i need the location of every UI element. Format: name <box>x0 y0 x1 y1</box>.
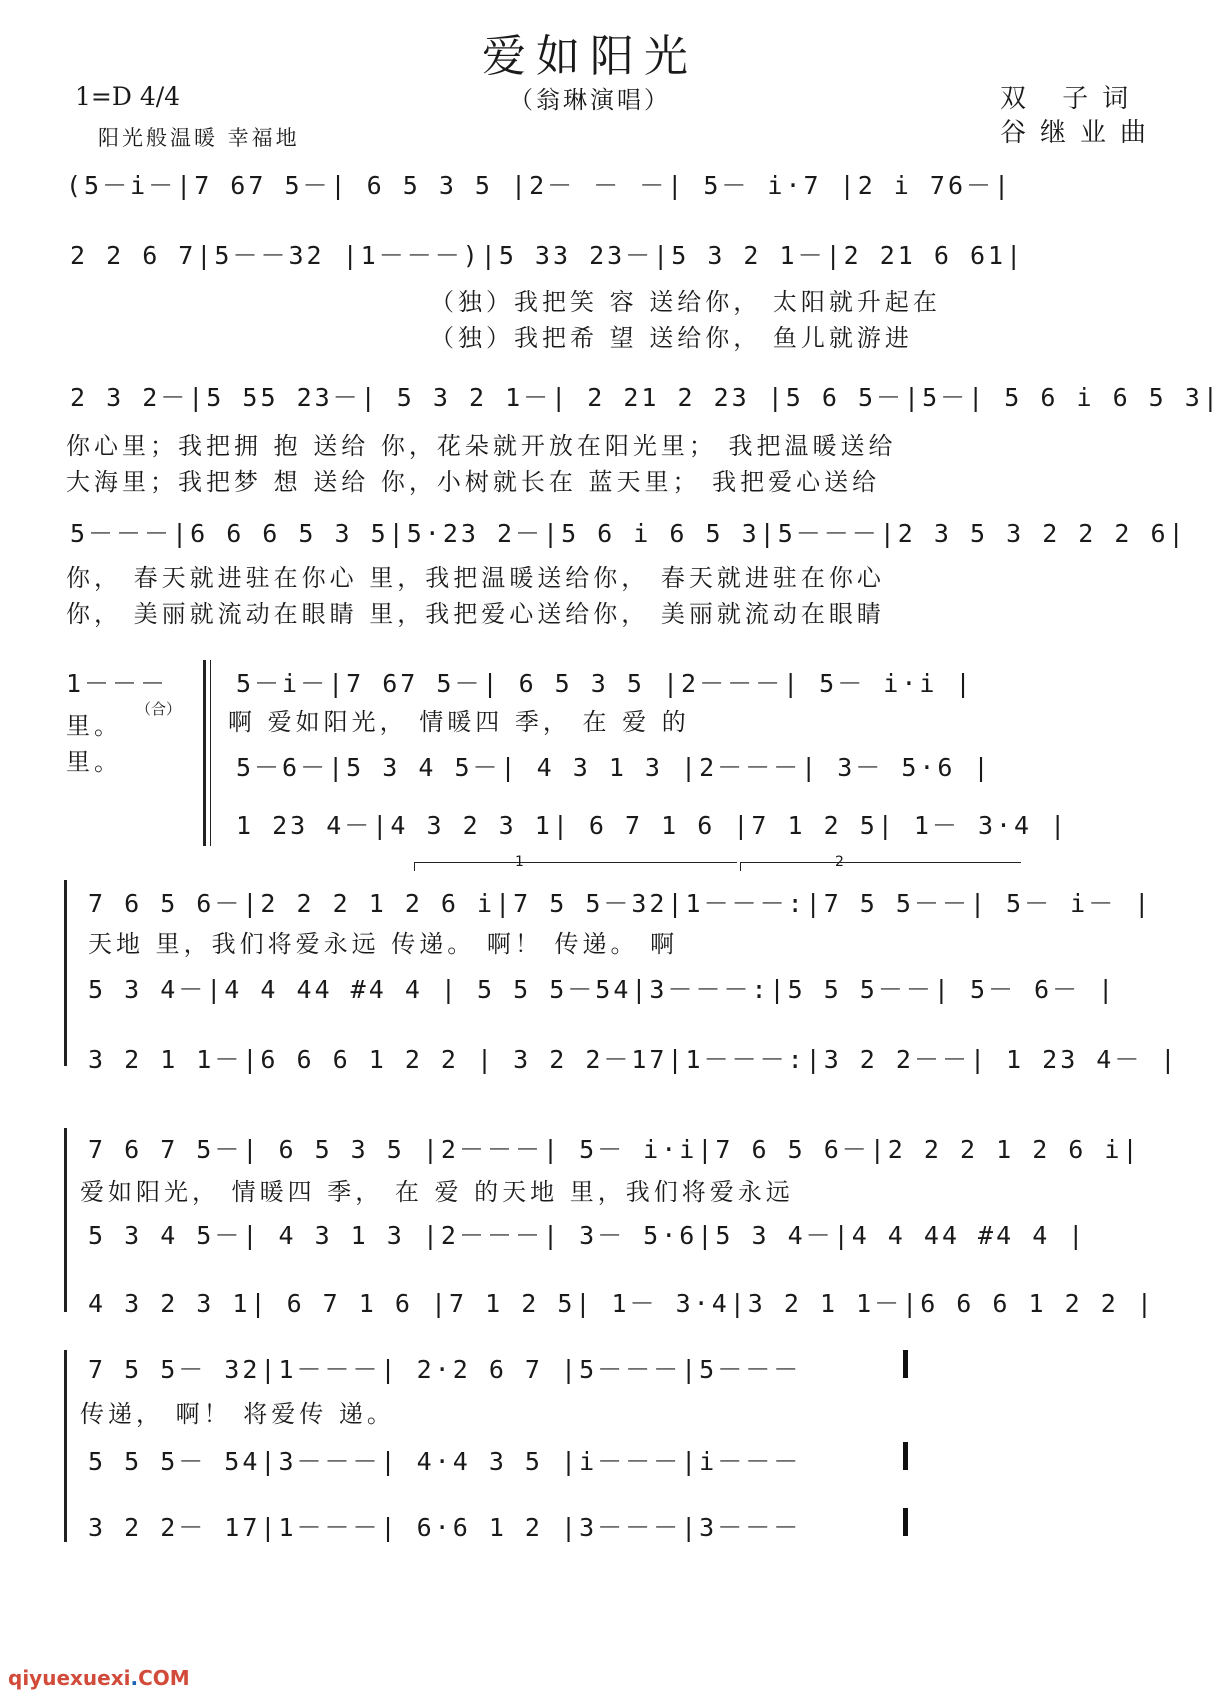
lyric-verse-1-line-1: （独）我把笑 容 送给你， 太阳就升起在 <box>430 288 941 316</box>
score-line-8-soprano: 7 5 5－ 32|1－－－| 2·2 6 7 |5－－－|5－－－ <box>88 1355 802 1384</box>
volta-2-marker: 2 <box>835 854 844 870</box>
score-line-5-lead: 1－－－ <box>66 669 169 698</box>
score-line-intro-2: 2 2 6 7|5－－32 |1－－－)|5 33 23－|5 3 2 1－|2 21 6 61| <box>70 241 1025 270</box>
system-brace <box>64 1128 67 1312</box>
lyric-verse-2-line-2: 大海里；我把梦 想 送给 你，小树就长在 蓝天里； 我把爱心送给 <box>66 468 881 496</box>
lyric-line-5-pre: 里。 <box>66 712 122 740</box>
watermark-tld: COM <box>138 1666 190 1690</box>
lyric-line-6: 天地 里，我们将爱永远 传递。 啊！ 传递。 啊 <box>88 930 679 958</box>
system-brace <box>64 1350 67 1542</box>
song-title: 爱如阳光 <box>482 31 698 82</box>
score-line-8-tenor: 3 2 2－ 17|1－－－| 6·6 1 2 |3－－－|3－－－ <box>88 1513 802 1542</box>
score-line-6-tenor: 3 2 1 1－|6 6 6 1 2 2 | 3 2 2－17|1－－－:|3 2 2－－| 1 23 4－ | <box>88 1045 1179 1074</box>
composer-credit: 谷继业曲 <box>1000 118 1161 148</box>
lyric-verse-2-line-1: （独）我把希 望 送给你， 鱼儿就游进 <box>430 324 913 352</box>
lyric-line-5: 啊 爱如阳光， 情暖四 季， 在 爱 的 <box>228 708 690 736</box>
lyricist-credit: 双 子词 <box>1000 84 1143 114</box>
volta-1-marker: 1 <box>515 854 524 870</box>
score-line-7-tenor: 4 3 2 3 1| 6 7 1 6 |7 1 2 5| 1－ 3·4|3 2 1 1－|6 6 6 1 2 2 | <box>88 1289 1155 1318</box>
watermark-brand: qiyuexuexi <box>8 1666 131 1690</box>
lyric-verse-1-line-3: 你， 春天就进驻在你心 里，我把温暖送给你， 春天就进驻在你心 <box>66 564 885 592</box>
chorus-marking: （合） <box>136 700 182 718</box>
volta-2-bracket <box>740 862 1021 871</box>
performer-subtitle: （翁琳演唱） <box>509 86 671 114</box>
volta-1-bracket <box>414 862 737 871</box>
lyric-verse-2-line-3: 你， 美丽就流动在眼睛 里，我把爱心送给你， 美丽就流动在眼睛 <box>66 600 885 628</box>
score-line-7-soprano: 7 6 7 5－| 6 5 3 5 |2－－－| 5－ i·i|7 6 5 6－|2 2 2 1 2 6 i| <box>88 1135 1141 1164</box>
score-line-8-alto: 5 5 5－ 54|3－－－| 4·4 3 5 |i－－－|i－－－ <box>88 1447 802 1476</box>
score-line-intro-1: (5－i－|7 67 5－| 6 5 3 5 |2－ － －| 5－ i·7 |2 i 76－| <box>66 171 1013 200</box>
score-line-3: 2 3 2－|5 55 23－| 5 3 2 1－| 2 21 2 23 |5 6 5－|5－| 5 6 i 6 5 3| <box>70 383 1221 412</box>
score-line-5-tenor: 1 23 4－|4 3 2 3 1| 6 7 1 6 |7 1 2 5| 1－ 3·4 | <box>236 811 1069 840</box>
lyric-line-7: 爱如阳光， 情暖四 季， 在 爱 的天地 里，我们将爱永远 <box>80 1178 794 1206</box>
site-watermark <box>8 1666 190 1690</box>
final-barline <box>903 1442 908 1470</box>
score-line-5-soprano: 5－i－|7 67 5－| 6 5 3 5 |2－－－| 5－ i·i | <box>236 669 974 698</box>
score-line-6-soprano: 7 6 5 6－|2 2 2 1 2 6 i|7 5 5－32|1－－－:|7 5 5－－| 5－ i－ | <box>88 889 1153 918</box>
lyric-line-8: 传递， 啊！ 将爱传 递。 <box>80 1400 395 1428</box>
lyric-verse-1-line-2: 你心里；我把拥 抱 送给 你，花朵就开放在阳光里； 我把温暖送给 <box>66 432 897 460</box>
system-brace <box>64 880 67 1066</box>
system-brace <box>203 660 206 846</box>
watermark-dot: . <box>130 1666 139 1690</box>
key-signature: 1=D 4/4 <box>75 82 181 111</box>
score-line-7-alto: 5 3 4 5－| 4 3 1 3 |2－－－| 3－ 5·6|5 3 4－|4 4 44 #4 4 | <box>88 1221 1087 1250</box>
lyric-line-5-pre-2: 里。 <box>66 748 122 776</box>
final-barline <box>903 1508 908 1536</box>
score-line-4: 5－－－|6 6 6 5 3 5|5·23 2－|5 6 i 6 5 3|5－－－|2 3 5 3 2 2 2 6| <box>70 519 1187 548</box>
score-line-6-alto: 5 3 4－|4 4 44 #4 4 | 5 5 5－54|3－－－:|5 5 5－－| 5－ 6－ | <box>88 975 1117 1004</box>
expression-marking: 阳光般温暖 幸福地 <box>98 126 300 150</box>
score-line-5-alto: 5－6－|5 3 4 5－| 4 3 1 3 |2－－－| 3－ 5·6 | <box>236 753 992 782</box>
final-barline <box>903 1350 908 1378</box>
system-brace-line <box>210 660 211 846</box>
